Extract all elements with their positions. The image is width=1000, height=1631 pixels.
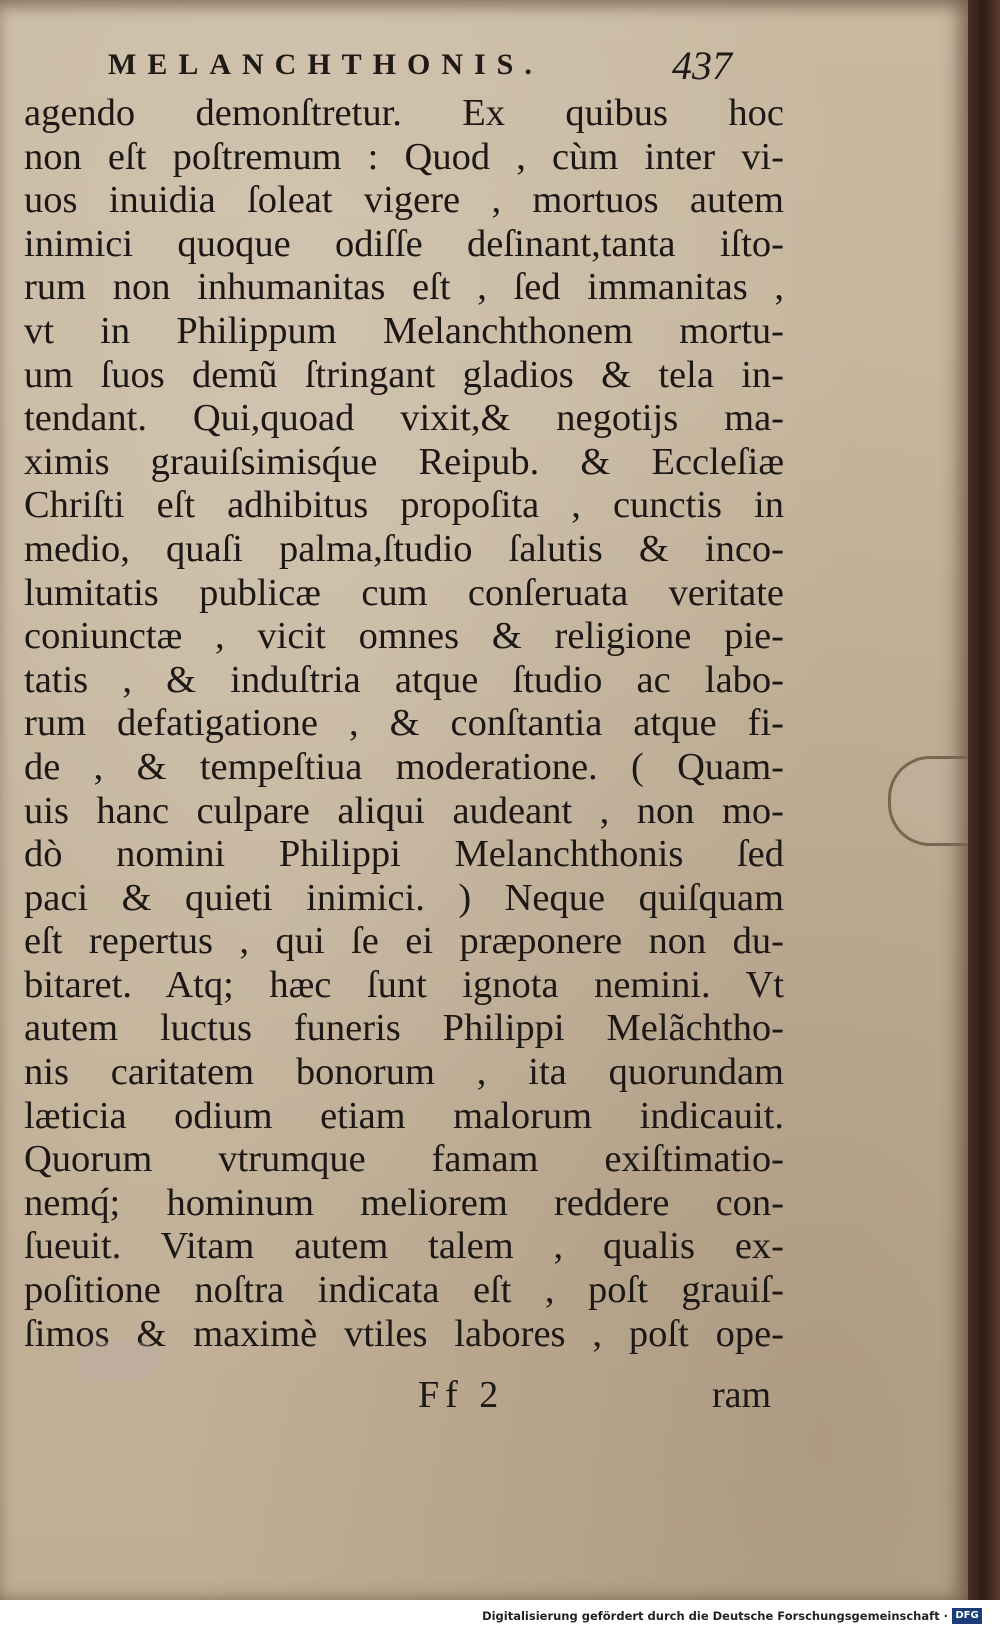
text-line: medio, quaſi palma,ſtudio ſalutis & inco- xyxy=(24,527,784,570)
text-line: nemq́; hominum meliorem reddere con- xyxy=(24,1181,784,1224)
text-line: bitaret. Atq; hæc ſunt ignota nemini. Vt xyxy=(24,963,784,1006)
running-head: MELANCHTHONIS. xyxy=(108,48,543,81)
text-line: rum non inhumanitas eſt , ſed immanitas , xyxy=(24,266,784,309)
text-line: dò nomini Philippi Melanchthonis ſed xyxy=(24,833,784,876)
text-line: uos inuidia ſoleat vigere , mortuos autem xyxy=(24,179,784,222)
text-line: coniunctæ , vicit omnes & religione pie- xyxy=(24,615,784,658)
page-number: 437 xyxy=(672,43,732,88)
text-line: læticia odium etiam malorum indicauit. xyxy=(24,1094,784,1137)
text-line: tendant. Qui,quoad vixit,& negotijs ma- xyxy=(24,397,784,440)
book-edge xyxy=(968,0,1000,1600)
body-text xyxy=(24,92,784,1356)
text-line: de , & tempeſtiua moderatione. ( Quam- xyxy=(24,745,784,788)
text-line: poſitione noſtra indicata eſt , poſt grauiſ- xyxy=(24,1269,784,1312)
text-line: rum defatigatione , & conſtantia atque fi- xyxy=(24,702,784,745)
text-line: vt in Philippum Melanchthonem mortu- xyxy=(24,309,784,352)
library-stamp-mark xyxy=(78,1342,158,1382)
text-line: paci & quieti inimici. ) Neque quiſquam xyxy=(24,876,784,919)
text-line: nis caritatem bonorum , ita quorundam xyxy=(24,1051,784,1094)
text-line: inimici quoque odiſſe deſinant,tanta iſto- xyxy=(24,222,784,265)
text-line: uis hanc culpare aliqui audeant , non mo- xyxy=(24,789,784,832)
catchword: ram xyxy=(712,1374,772,1416)
text-line: ximis grauiſsimisq́ue Reipub. & Eccleſiæ xyxy=(24,440,784,483)
text-line: agendo demonſtretur. Ex quibus hoc xyxy=(24,92,784,134)
text-line: non eſt poſtremum : Quod , cùm inter vi- xyxy=(24,135,784,178)
digitization-credit: Digitalisierung gefördert durch die Deutsche Forschungsgemeinschaft · xyxy=(482,1609,948,1623)
text-line: Quorum vtrumque famam exiſtimatio- xyxy=(24,1138,784,1181)
book-clasp xyxy=(888,756,971,846)
text-line: Chriſti eſt adhibitus propoſita , cunctis in xyxy=(24,484,784,527)
text-line: eſt repertus , qui ſe ei præponere non du- xyxy=(24,920,784,963)
text-line: lumitatis publicæ cum conſeruata veritate xyxy=(24,571,784,614)
text-line: ſimos & maximè vtiles labores , poſt ope- xyxy=(24,1312,784,1355)
text-line: tatis , & induſtria atque ſtudio ac labo- xyxy=(24,658,784,701)
signature-mark: Ff 2 xyxy=(418,1374,505,1416)
dfg-logo: DFG xyxy=(952,1608,982,1624)
page-header xyxy=(0,42,968,92)
text-line: um ſuos demũ ſtringant gladios & tela in- xyxy=(24,353,784,396)
text-line: autem luctus funeris Philippi Melãchtho- xyxy=(24,1007,784,1050)
text-line: ſueuit. Vitam autem talem , qualis ex- xyxy=(24,1225,784,1268)
